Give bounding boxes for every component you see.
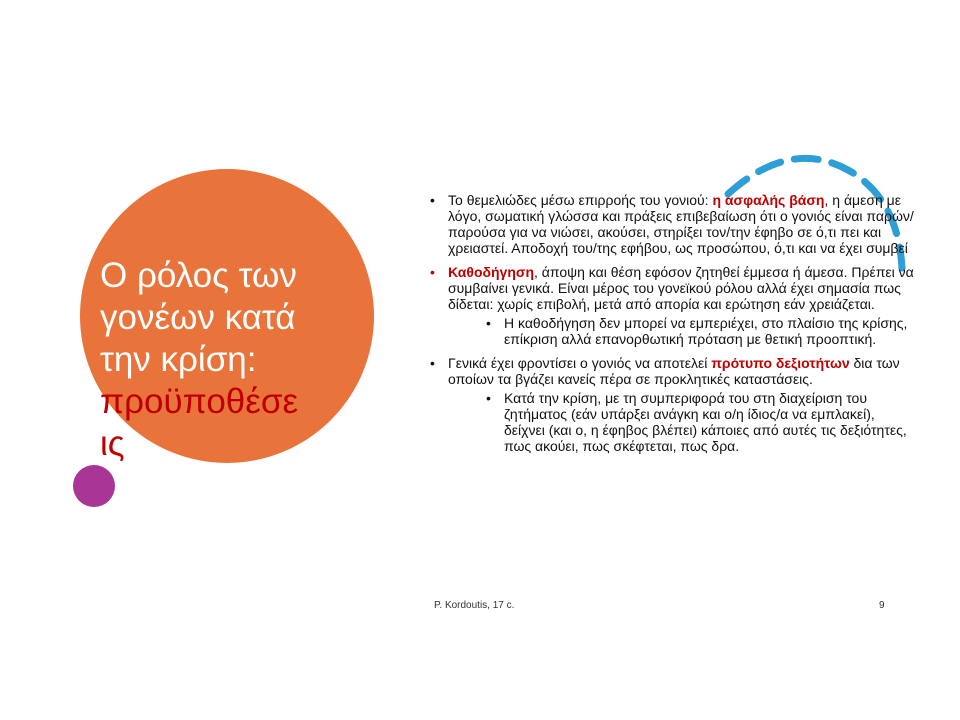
bullet-guidance: • Καθοδήγηση, άποψη και θέση εφόσον ζητηθεί έμμεσα ή άμεσα. Πρέπει να συμβαίνει γενικά. Είναι μέρος του γονεϊκού ρόλου αλλά έχει σημασία πως δίδεται: χωρίς επιβολή, μετά από απορία και ερώτηση εάν χρειάζεται. • Η καθοδήγηση δεν μπορεί να εμπεριέχει, στο πλαίσιο της κρίσης, επίκριση αλλά επανορθωτική πρόταση με θετική προοπτική. [428,264,914,347]
page-number: 9 [879,600,885,611]
footer-author: P. Kordoutis, 17 c. [434,600,515,611]
bullet-role-model: • Γενικά έχει φροντίσει ο γονιός να αποτελεί πρότυπο δεξιοτήτων δια των οποίων τα βγάζει κανείς πέρα σε προκλητικές καταστάσεις. • Κατά την κρίση, με τη συμπεριφορά του στη διαχείριση του ζητήματος (εάν υπάρξει ανάγκη και ο/η ίδιος/α να εμπλακεί), δείχνει (και ο, η έφηβος βλέπει) κάποιες από αυτές τις δεξιότητες, πως ακούει, πως σκέφτεται, πως δρα. [428,355,914,454]
bullet-content [428,192,914,462]
sub-bullet-role-model: • Κατά την κρίση, με τη συμπεριφορά του στη διαχείριση του ζητήματος (εάν υπάρξει ανάγκη και ο/η ίδιος/α να εμπλακεί), δείχνει (και ο, η έφηβος βλέπει) κάποιες από αυτές τις δεξιότητες, πως ακούει, πως σκέφτεται, πως δρα. [448,390,914,454]
purple-dot [73,465,115,507]
sub-bullet-guidance: • Η καθοδήγηση δεν μπορεί να εμπεριέχει, στο πλαίσιο της κρίσης, επίκριση αλλά επανορθωτική πρόταση με θετική προοπτική. [448,315,914,347]
highlight-secure-base: η ασφαλής βάση [712,192,825,208]
title-accent-end: ις [100,424,125,463]
sub-bullets-guidance [448,315,914,347]
title-line-1: Ο ρόλος των [100,256,297,295]
title-line-3: την κρίση: [100,340,257,379]
sub-bullets-role-model [448,390,914,454]
slide-title [100,255,362,465]
highlight-role-model: πρότυπο δεξιοτήτων [711,355,850,371]
title-line-2: γονέων κατά [100,298,296,337]
bullet-secure-base: • Το θεμελιώδες μέσω επιρροής του γονιού: η ασφαλής βάση, η άμεση με λόγο, σωματική γλώσσα και πράξεις επιβεβαίωση ότι ο γονιός είναι παρών/παρούσα για να νιώσει, ακούσει, στηρίξει τον/την έφηβο σε ό,τι πει και χρειαστεί. Αποδοχή του/της εφήβου, ως προσώπου, ό,τι και να έχει συμβεί [428,192,914,256]
title-accent: προϋποθέσε [100,382,299,421]
highlight-guidance: Καθοδήγηση [448,264,535,280]
